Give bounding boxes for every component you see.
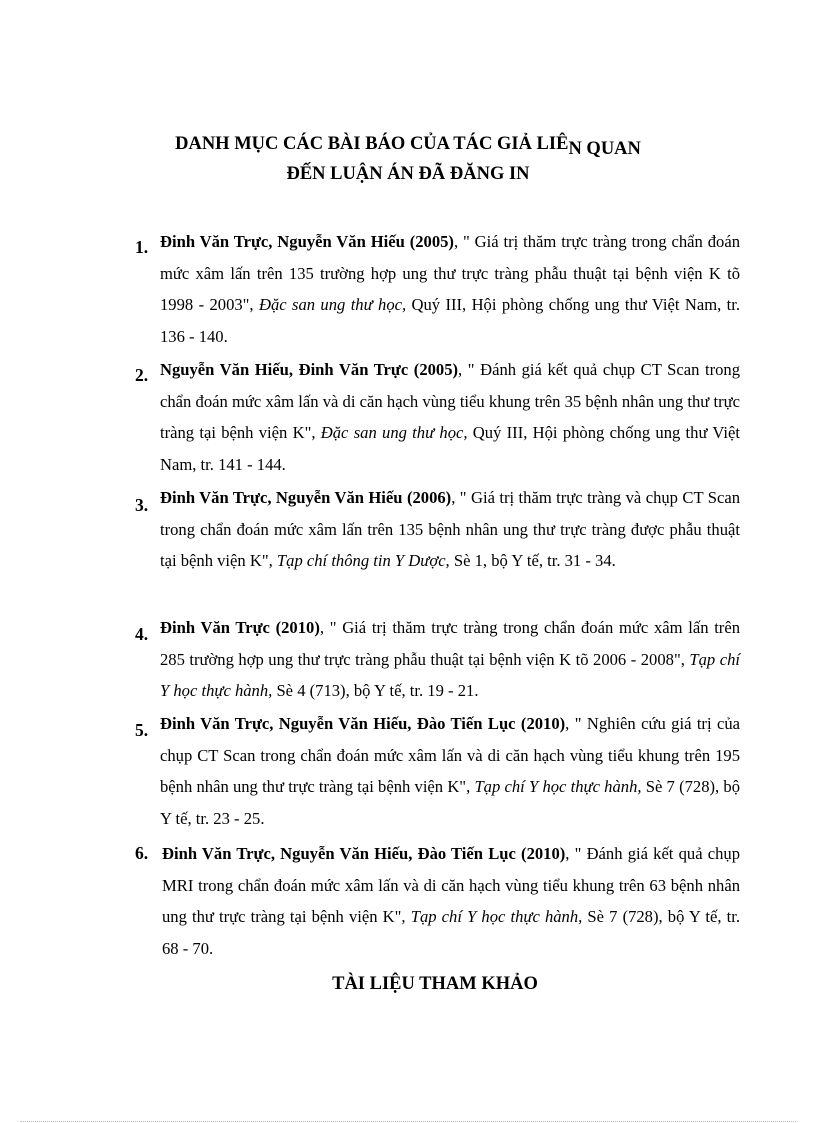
publication-title: , " Giá trị thăm trực tràng và chụp CT Scan trong chẩn đoán mức xâm lấn trên 135 bệnh nhân ung thư trực tràng được phẫu thuật tại bệnh viện K", [160,488,740,571]
publication-entry [160,612,740,707]
document-title-line-2: ĐẾN LUẬN ÁN ĐÃ ĐĂNG IN [286,164,530,184]
publication-entry [160,708,740,835]
publication-details: Sè 7 (728), bộ Y tế, tr. 68 - 70. [162,907,741,959]
publication-number: 4. [135,624,149,644]
publication-title: , " Đánh giá kết quả chụp MRI trong chẩn đoán mức xâm lấn và di căn hạch vùng tiểu khung trên 63 bệnh nhân ung thư trực tràng tại bệnh viện K", [162,844,740,927]
publication-details: Sè 7 (728), bộ Y tế, tr. 23 - 25. [160,777,740,829]
publication-details: Sè 4 (713), bộ Y tế, tr. 19 - 21. [272,681,479,701]
document-title-line-1 [0,130,816,158]
publication-details: Quý III, Hội phòng chống ung thư Việt Nam, tr. 136 - 140. [160,295,740,347]
publication-number: 1. [135,237,149,257]
publication-number: 5. [135,720,149,740]
publication-entry [162,838,740,965]
publication-authors: Đinh Văn Trực, Nguyễn Văn Hiếu, Đào Tiến Lục (2010) [160,714,566,733]
publication-journal: Tạp chí thông tin Y Dược, [276,551,450,571]
publication-entry [160,482,740,577]
publication-entry [160,354,740,481]
publication-number: 6. [135,843,149,863]
publication-title: , " Nghiên cứu giá trị của chụp CT Scan trong chẩn đoán mức xâm lấn và di căn hạch vùng tiểu khung trên 195 bệnh nhân ung thư trực tràng tại bệnh viện K", [160,714,740,797]
publication-authors: Đinh Văn Trực, Nguyễn Văn Hiếu, Đào Tiến Lục (2010) [162,844,566,863]
references-heading: TÀI LIỆU THAM KHẢO [332,974,538,994]
publication-title: , " Đánh giá kết quả chụp CT Scan trong chẩn đoán mức xâm lấn và di căn hạch vùng tiểu khung trên 35 bệnh nhân ung thư trực tràng tại bệnh viện K", [160,360,740,443]
publication-journal: Tạp chí Y học thực hành, [474,777,642,797]
publication-number: 2. [135,365,149,385]
publication-entry [160,226,740,353]
publication-authors: Đinh Văn Trực, Nguyễn Văn Hiếu (2006) [160,488,452,507]
publication-authors: Đinh Văn Trực, Nguyễn Văn Hiếu (2005) [160,232,454,251]
publication-details: Sè 1, bộ Y tế, tr. 31 - 34. [449,551,616,571]
page-bottom-divider [20,1121,796,1122]
publication-journal: Tạp chí Y học thực hành, [160,649,740,701]
title-subscript-text: N QUAN [568,139,641,159]
publication-title: , " Giá trị thăm trực tràng trong chẩn đoán mức xâm lấn trên 135 trường hợp ung thư trực tràng phẫu thuật tại bệnh viện K tõ 1998 - 2003", [160,232,740,315]
publication-journal: Tạp chí Y học thực hành, [410,907,583,927]
publication-number: 3. [135,495,149,515]
publication-title: , " Giá trị thăm trực tràng trong chẩn đoán mức xâm lấn trên 285 trường hợp ung thư trực tràng phẫu thuật tại bệnh viện K tõ 2006 - 2008", [160,618,740,669]
publication-journal: Đặc san ung thư học, [320,423,468,443]
title-main-text: DANH MỤC CÁC BÀI BÁO CỦA TÁC GIẢ LIÊ [175,134,569,154]
publication-journal: Đặc san ung thư học, [258,295,407,315]
publication-authors: Nguyễn Văn Hiếu, Đinh Văn Trực (2005) [160,360,459,379]
publication-details: Quý III, Hội phòng chống ung thư Việt Nam, tr. 141 - 144. [160,423,741,475]
publication-authors: Đinh Văn Trực (2010) [160,618,320,637]
